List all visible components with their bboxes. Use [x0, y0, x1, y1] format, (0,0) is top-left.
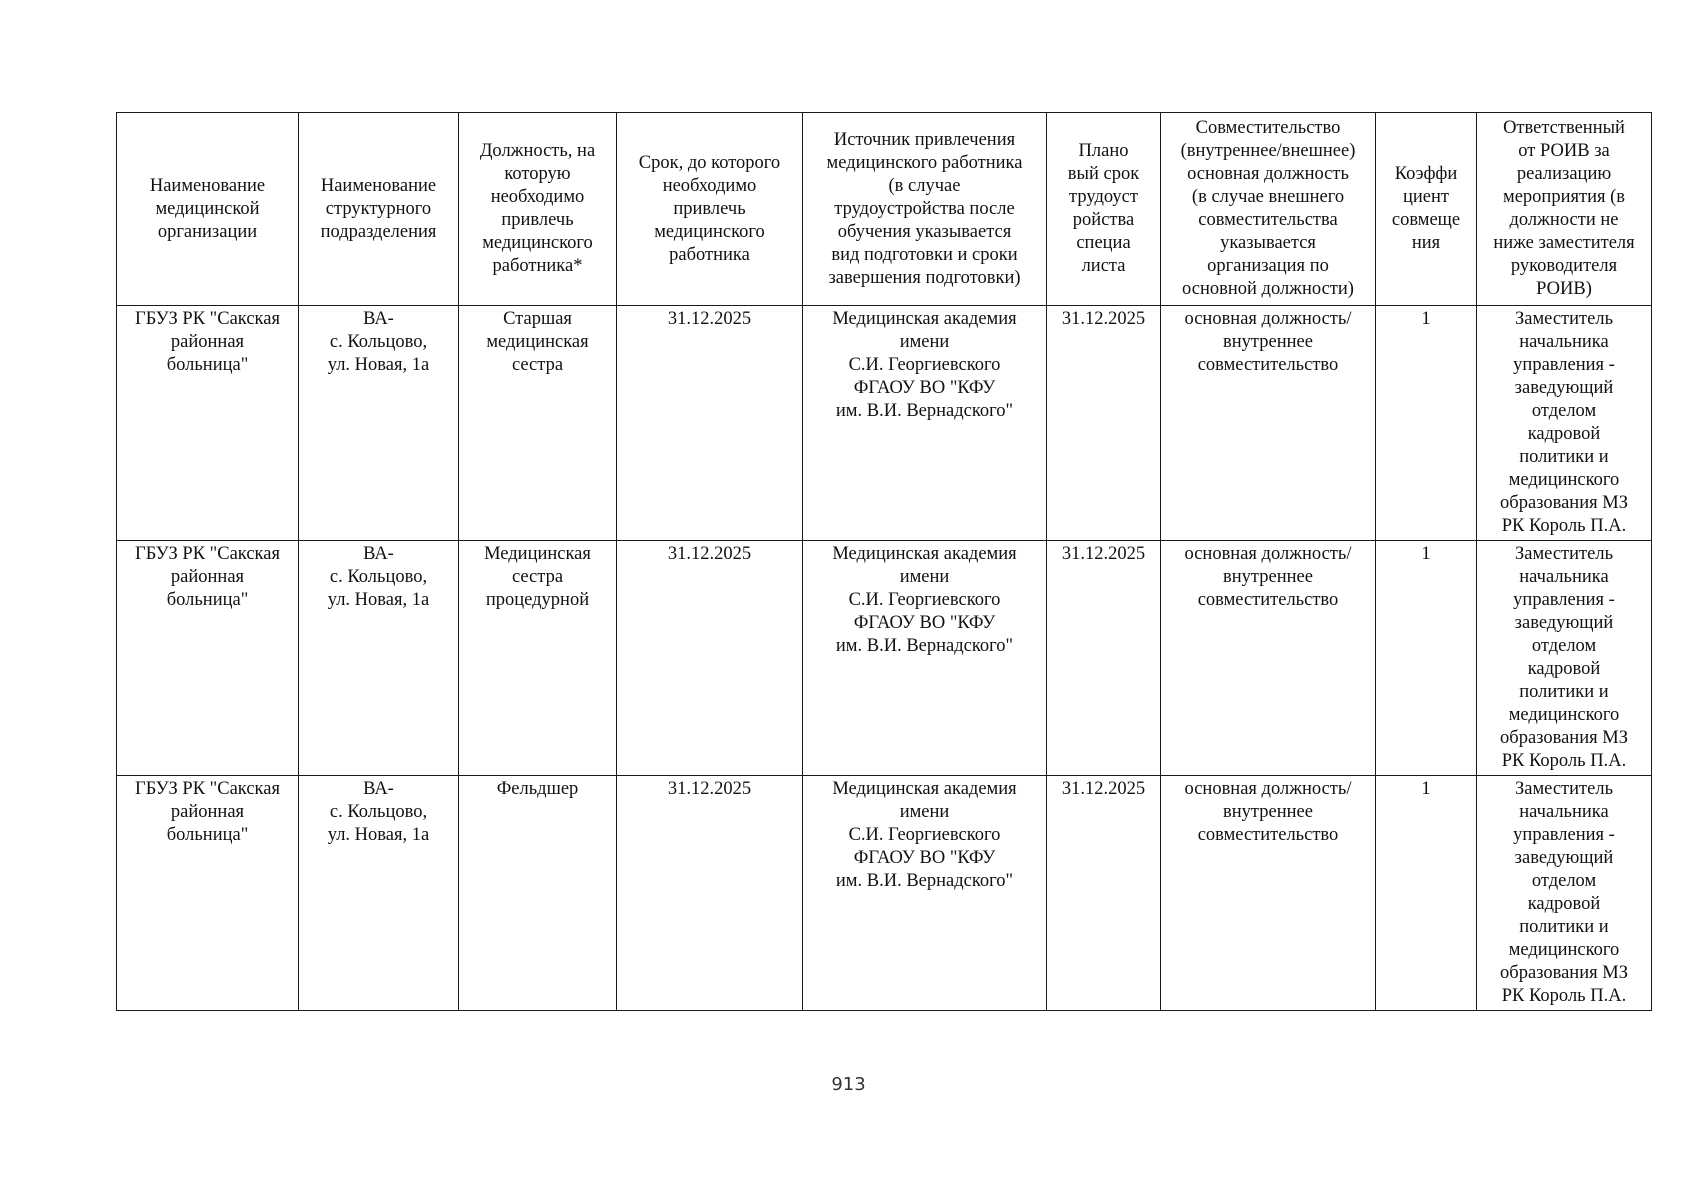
cell-planned-date: 31.12.2025 [1047, 541, 1161, 776]
cell-organization: ГБУЗ РК "Сакская районная больница" [117, 776, 299, 1011]
cell-subdivision: ВА- с. Кольцово, ул. Новая, 1а [299, 541, 459, 776]
cell-deadline: 31.12.2025 [617, 541, 803, 776]
cell-subdivision: ВА- с. Кольцово, ул. Новая, 1а [299, 776, 459, 1011]
cell-position: Фельдшер [459, 776, 617, 1011]
header-coefficient: Коэффи циент совмеще ния [1376, 113, 1477, 306]
cell-source: Медицинская академия имени С.И. Георгиевского ФГАОУ ВО "КФУ им. В.И. Вернадского" [803, 776, 1047, 1011]
cell-combination: основная должность/ внутреннее совместительство [1161, 306, 1376, 541]
header-combination: Совместительство (внутреннее/внешнее) основная должность (в случае внешнего совместительства указывается организация по основной должности) [1161, 113, 1376, 306]
staffing-table [116, 112, 1652, 1011]
header-deadline: Срок, до которого необходимо привлечь медицинского работника [617, 113, 803, 306]
cell-combination: основная должность/ внутреннее совместительство [1161, 776, 1376, 1011]
header-source: Источник привлечения медицинского работника (в случае трудоустройства после обучения указывается вид подготовки и сроки завершения подготовки) [803, 113, 1047, 306]
cell-position: Медицинская сестра процедурной [459, 541, 617, 776]
cell-coefficient: 1 [1376, 306, 1477, 541]
cell-responsible: Заместитель начальника управления - заведующий отделом кадровой политики и медицинского образования МЗ РК Король П.А. [1477, 776, 1652, 1011]
cell-organization: ГБУЗ РК "Сакская районная больница" [117, 541, 299, 776]
page-number: 913 [831, 1074, 866, 1095]
cell-coefficient: 1 [1376, 776, 1477, 1011]
cell-coefficient: 1 [1376, 541, 1477, 776]
cell-deadline: 31.12.2025 [617, 776, 803, 1011]
table-row [117, 776, 1652, 1011]
table-row [117, 541, 1652, 776]
table-row [117, 306, 1652, 541]
header-subdivision: Наименование структурного подразделения [299, 113, 459, 306]
header-responsible: Ответственный от РОИВ за реализацию мероприятия (в должности не ниже заместителя руководителя РОИВ) [1477, 113, 1652, 306]
cell-planned-date: 31.12.2025 [1047, 306, 1161, 541]
header-planned-date: Плано вый срок трудоуст ройства специа листа [1047, 113, 1161, 306]
cell-source: Медицинская академия имени С.И. Георгиевского ФГАОУ ВО "КФУ им. В.И. Вернадского" [803, 306, 1047, 541]
header-organization: Наименование медицинской организации [117, 113, 299, 306]
cell-deadline: 31.12.2025 [617, 306, 803, 541]
cell-responsible: Заместитель начальника управления - заведующий отделом кадровой политики и медицинского образования МЗ РК Король П.А. [1477, 541, 1652, 776]
cell-source: Медицинская академия имени С.И. Георгиевского ФГАОУ ВО "КФУ им. В.И. Вернадского" [803, 541, 1047, 776]
header-position: Должность, на которую необходимо привлечь медицинского работника* [459, 113, 617, 306]
cell-organization: ГБУЗ РК "Сакская районная больница" [117, 306, 299, 541]
cell-responsible: Заместитель начальника управления - заведующий отделом кадровой политики и медицинского образования МЗ РК Король П.А. [1477, 306, 1652, 541]
cell-planned-date: 31.12.2025 [1047, 776, 1161, 1011]
cell-position: Старшая медицинская сестра [459, 306, 617, 541]
cell-combination: основная должность/ внутреннее совместительство [1161, 541, 1376, 776]
table-header-row [117, 113, 1652, 306]
cell-subdivision: ВА- с. Кольцово, ул. Новая, 1а [299, 306, 459, 541]
